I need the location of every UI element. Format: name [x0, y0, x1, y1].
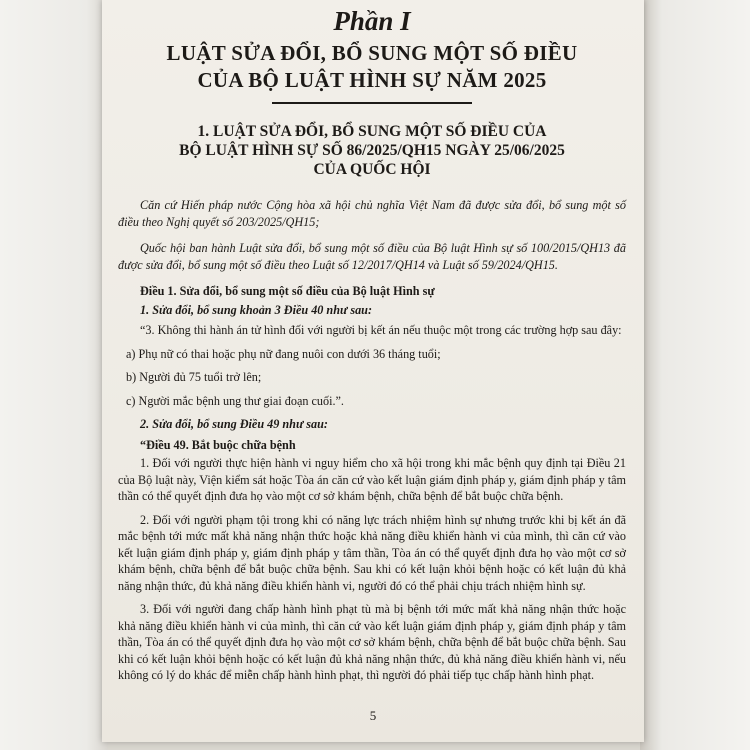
- clause-1-item-c: c) Người mắc bệnh ung thư giai đoạn cuối.”.: [126, 393, 344, 408]
- article-49-heading: “Điều 49. Bắt buộc chữa bệnh: [140, 437, 296, 452]
- article-49-paragraph-1: 1. Đối với người thực hiện hành vi nguy hiểm cho xã hội trong khi mắc bệnh quy định tại Điều 21 của Bộ luật này, Viện kiểm sát hoặc Tòa án căn cứ vào kết luận giám định pháp y, giám định pháp y tâm thần có thể quyết định đưa họ vào một cơ sở khám bệnh, chữa bệnh để bắt buộc chữa bệnh.: [118, 456, 626, 503]
- section-title-line-1: 1. LUẬT SỬA ĐỔI, BỔ SUNG MỘT SỐ ĐIỀU CỦA: [197, 123, 547, 140]
- part-title-line-2: CỦA BỘ LUẬT HÌNH SỰ NĂM 2025: [197, 68, 547, 92]
- page-number: 5: [369, 708, 377, 723]
- book-page: [102, 0, 644, 742]
- part-title-line-1: LUẬT SỬA ĐỔI, BỔ SUNG MỘT SỐ ĐIỀU: [166, 41, 578, 65]
- clause-1-heading: 1. Sửa đổi, bổ sung khoản 3 Điều 40 như sau:: [140, 302, 373, 317]
- preamble-paragraph-2: Quốc hội ban hành Luật sửa đổi, bổ sung một số điều của Bộ luật Hình sự số 100/2015/QH13 đã được sửa đổi, bổ sung một số điều theo Luật số 12/2017/QH14 và Luật số 59/2024/QH15.: [118, 241, 626, 272]
- preamble-paragraph-1: Căn cứ Hiến pháp nước Cộng hòa xã hội chủ nghĩa Việt Nam đã được sửa đổi, bổ sung một số điều theo Nghị quyết số 203/2025/QH15;: [118, 198, 626, 229]
- background-right: [640, 0, 750, 750]
- clause-1-text: “3. Không thi hành án tử hình đối với người bị kết án nếu thuộc một trong các trường hợp sau đây:: [140, 323, 622, 337]
- section-title-line-3: CỦA QUỐC HỘI: [313, 161, 431, 178]
- clause-1-item-a: a) Phụ nữ có thai hoặc phụ nữ đang nuôi con dưới 36 tháng tuổi;: [126, 346, 441, 361]
- article-49-paragraph-2: 2. Đối với người phạm tội trong khi có năng lực trách nhiệm hình sự nhưng trước khi bị kết án đã mắc bệnh tới mức mất khả năng nhận thức hoặc khả năng điều khiển hành vi của mình, thì căn cứ vào kết luận giám định pháp y, giám định pháp y tâm thần, Tòa án có thể quyết định đưa họ vào một cơ sở khám bệnh, chữa bệnh để bắt buộc chữa bệnh. Sau khi có kết luận khỏi bệnh hoặc có kết luận đủ khả năng nhận thức, đủ khả năng điều khiển hành vi, người đó có thể phải chịu trách nhiệm hình sự.: [118, 512, 626, 593]
- background-left: [0, 0, 108, 750]
- clause-2-heading: 2. Sửa đổi, bổ sung Điều 49 như sau:: [140, 417, 328, 431]
- article-1-heading: Điều 1. Sửa đổi, bổ sung một số điều của Bộ luật Hình sự: [140, 284, 435, 298]
- title-divider: [272, 102, 472, 104]
- section-title: [118, 122, 626, 179]
- section-title-line-2: BỘ LUẬT HÌNH SỰ SỐ 86/2025/QH15 NGÀY 25/06/2025: [179, 142, 565, 159]
- part-label: Phần I: [333, 6, 411, 36]
- clause-1-item-b: b) Người đủ 75 tuổi trở lên;: [126, 370, 262, 384]
- page-content: [118, 4, 626, 691]
- article-49-paragraph-3: 3. Đối với người đang chấp hành hình phạt tù mà bị bệnh tới mức mất khả năng nhận thức hoặc khả năng điều khiển hành vi của mình, thì căn cứ vào kết luận giám định pháp y, giám định pháp y tâm thần, Tòa án có thể quyết định đưa họ vào một cơ sở khám bệnh, chữa bệnh để bắt buộc chữa bệnh. Sau khi có kết luận khỏi bệnh hoặc có kết luận đủ khả năng nhận thức, đủ khả năng điều khiển hành vi, nếu không có lý do khác để miễn chấp hành hình phạt, thì người đó phải tiếp tục chấp hành hình phạt.: [118, 602, 626, 682]
